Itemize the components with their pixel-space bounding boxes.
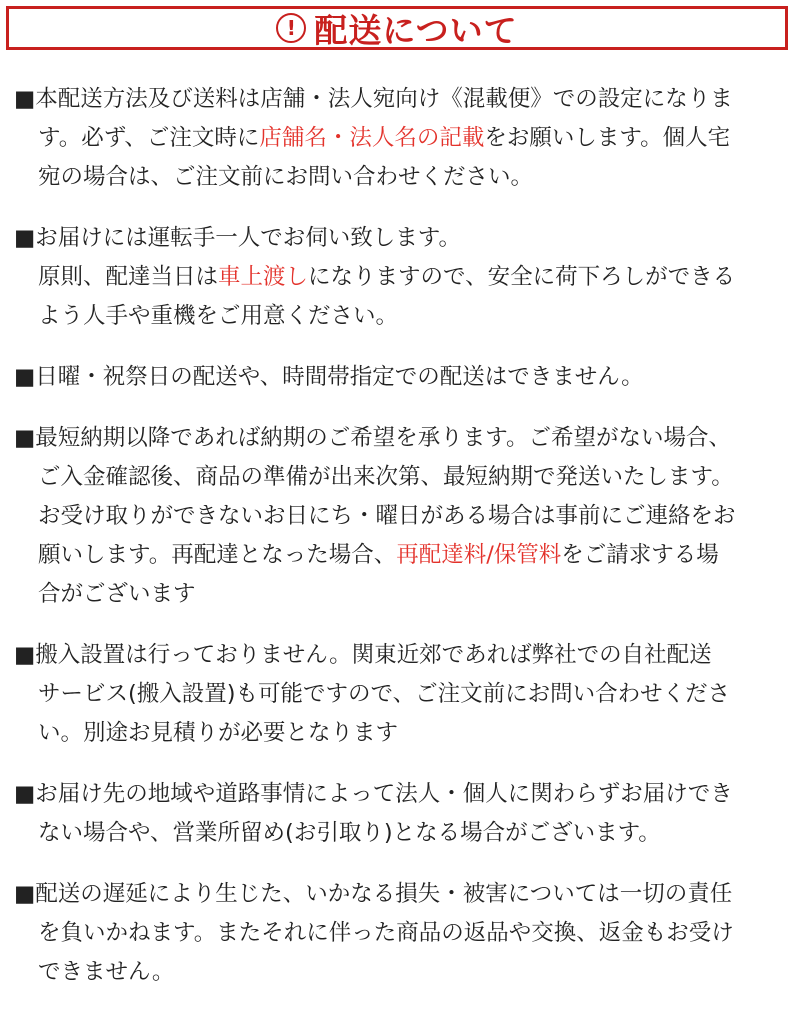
notice-line — [14, 458, 786, 497]
body-text: ■本配送方法及び送料は店舗・法人宛向け《混載便》での設定になりま — [14, 86, 733, 112]
header-title-group — [276, 5, 517, 52]
notice-line — [14, 814, 786, 853]
notice-line — [14, 714, 786, 753]
notice-line — [14, 80, 786, 119]
notice-line — [14, 297, 786, 336]
notice-item — [14, 775, 786, 853]
notice-item — [14, 80, 786, 197]
notice-item — [14, 219, 786, 336]
body-text: ない場合や、営業所留め(お引取り)となる場合がございます。 — [38, 820, 661, 846]
notice-item — [14, 419, 786, 614]
body-text: になりますので、安全に荷下ろしができる — [308, 264, 736, 290]
body-text: をお願いします。個人宅 — [484, 125, 731, 151]
body-text: サービス(搬入設置)も可能ですので、ご注文前にお問い合わせくださ — [38, 681, 731, 707]
body-text: 宛の場合は、ご注文前にお問い合わせください。 — [38, 164, 534, 190]
notice-line — [14, 953, 786, 992]
notice-line — [14, 536, 786, 575]
header-banner — [6, 6, 788, 50]
notice-item — [14, 636, 786, 753]
body-text: お受け取りができないお日にち・曜日がある場合は事前にご連絡をお — [38, 503, 736, 529]
notice-line — [14, 158, 786, 197]
body-text: 原則、配達当日は — [38, 264, 219, 290]
body-text: ■お届け先の地域や道路事情によって法人・個人に関わらずお届けでき — [14, 781, 733, 807]
body-text: い。別途お見積りが必要となります — [38, 720, 399, 746]
notice-line — [14, 914, 786, 953]
body-text: よう人手や重機をご用意ください。 — [38, 303, 399, 329]
notice-line — [14, 497, 786, 536]
page-title: 配送について — [314, 10, 518, 50]
body-text: す。必ず、ご注文時に — [38, 125, 260, 151]
body-text: ■最短納期以降であれば納期のご希望を承ります。ご希望がない場合、 — [14, 425, 731, 451]
warning-icon: ! — [276, 13, 306, 43]
highlight-text: 店舗名・法人名の記載 — [259, 125, 485, 151]
body-text: を負いかねます。またそれに伴った商品の返品や交換、返金もお受け — [38, 920, 734, 946]
notice-line — [14, 775, 786, 814]
notice-line — [14, 636, 786, 675]
body-text: 合がございます — [38, 581, 196, 607]
notice-list — [14, 80, 786, 1014]
notice-line — [14, 119, 786, 158]
body-text: ■搬入設置は行っておりません。関東近郊であれば弊社での自社配送 — [14, 642, 712, 668]
body-text: ご入金確認後、商品の準備が出来次第、最短納期で発送いたします。 — [38, 464, 734, 490]
body-text: ■お届けには運転手一人でお伺い致します。 — [14, 225, 461, 251]
notice-line — [14, 258, 786, 297]
highlight-text: 車上渡し — [218, 264, 309, 290]
highlight-text: 再配達料/保管料 — [396, 542, 562, 568]
body-text: 願いします。再配達となった場合、 — [38, 542, 397, 568]
notice-item — [14, 875, 786, 992]
notice-line — [14, 419, 786, 458]
notice-line — [14, 358, 786, 397]
notice-line — [14, 675, 786, 714]
notice-line — [14, 875, 786, 914]
notice-item — [14, 358, 786, 397]
body-text: をご請求する場 — [561, 542, 719, 568]
notice-line — [14, 219, 786, 258]
notice-line — [14, 575, 786, 614]
body-text: ■配送の遅延により生じた、いかなる損失・被害については一切の責任 — [14, 881, 733, 907]
body-text: ■日曜・祝祭日の配送や、時間帯指定での配送はできません。 — [14, 364, 644, 390]
body-text: できません。 — [38, 959, 175, 985]
